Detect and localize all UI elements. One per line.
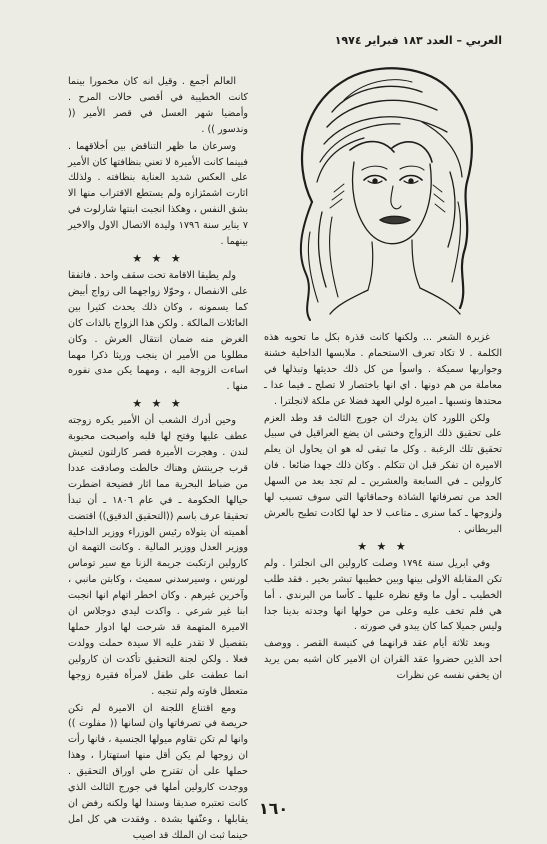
paragraph: ومع اقتناع اللجنة ان الاميرة لم تكن حريصة في تصرفاتها وان لسانها (( مفلوت )) وانها لم تكن تقاوم ميولها الجنسية ، فانها رأت ان زوجها لم يكن أقل منها استهتارا ، وهذا حملها على أن تقترح طي اوراق التحقيق . ووجدت كارولين أملها في جورج الثالث الذي كانت تعتبره صديقا وسندا لها ولكنه رفض ان يقابلها ، وعنّفها بشدة . وفقدت هي كل امل حينما ثبت ان الملك قد اصيب: [68, 702, 248, 841]
running-head: العربي – العدد ١٨٣ فبراير ١٩٧٤: [334, 34, 502, 47]
paragraph: غزيرة الشعر ... ولكنها كانت قذرة بكل ما تحويه هذه الكلمة . لا تكاد تعرف الاستحمام . ملابسها الداخلية خشنة وجواربها سميكة . واسوأ من كل ذلك حديثها وتبذلها في معاملة من هم دونها . اي انها باختصار لا تصلح ـ فيما عدا ـ محتدها ونسبها ـ اميرة لولي العهد فضلا عن ملكة لانجلترا .: [264, 332, 502, 407]
paragraph: ولكن اللورد كان يدرك ان جورج الثالث قد وطد العزم على تحقيق ذلك الزواج وخشى ان يضع العراقيل في سبيل تحقيق تلك الرغبة . وكل ما تبقى له هو ان يحاول ان يعلم الاميرة ان تفكر قبل ان تتكلم . وكان ذلك جهدا ضائعا . فان كارولين ـ في السابعة والعشرين ـ لم تجد بعد من السهل الحد من تصرفاتها الشاذة وحماقاتها التي سوف تسبب لها ولزوجها ـ كما سنرى ـ متاعب لا حد لها لكادت تطيح بالعرش البريطاني .: [264, 412, 502, 535]
section-separator: ★ ★ ★: [132, 397, 184, 411]
page-number: ١٦٠: [258, 799, 289, 818]
portrait-illustration: [272, 52, 504, 324]
section-separator: ★ ★ ★: [357, 539, 409, 553]
section-separator: ★ ★ ★: [132, 251, 184, 265]
paragraph: وحين أدرك الشعب أن الأمير يكره زوجته عطف عليها وفتح لها قلبه واصبحت محبوبة لندن . وهجرت الأميرة قصر كارلتون لتعيش قرب جرينتش وهناك خالطت وصادقت عددا من ضباط البحرية مما اثار فضيحة اضطرت حيالها الحكومة ـ في عام ١٨٠٦ ـ أن تبدأ تحقيقا عرف باسم ((التحقيق الدقيق)) اقتضت أهميته أن يتولاه رئيس الوزراء ووزير الداخلية ووزير العدل ووزير المالية . وكانت التهمة ان كارولين ارتكبت جريمة الزنا مع سير توماس لورنس ، وسيرسدني سميث ، وكابتن مانبي ، وآخرين غيرهم . وكان اخطر اتهام انها انجبت ابنا غير شرعي . واكدت ليدي دوجلاس ان الاميرة المتهمة قد شرحت لها ادوار حملها بتفصيل لا تقدر عليه الا سيدة حملت وولدت فعلا . ولكن لجنة التحقيق تأكدت ان كارولين انما عطفت على طفل لامرأة فقيرة زوجها متعطل فاوته ولم تنجبه .: [67, 415, 248, 697]
paragraph: ولم يطيقا الاقامة تحت سقف واحد . فاتفقا على الانفصال ، وحوّلا زواجهما الى زواج أبيض كما يسمونه ، وكان ذلك يحدث كثيرا بين العائلات المالكة . ولكن هذا الزواج بالذات كان الغرض منه ضمان انتقال العرش . وكان مطلوبا من الأمير ان ينجب وريثا ذكرا مهما اساءت الزوجة اليه ، ومهما يكن مدى نفوره منها .: [68, 269, 248, 393]
paragraph: وبعد ثلاثة أيام عقد قرانهما في كنيسة القصر . ووصف احد الذين حضروا عقد القران ان الامير كان اشبه بمن يريد ان يخفي نفسه عن نظرات: [264, 638, 502, 682]
left-text-column: [67, 74, 248, 841]
right-text-column: [264, 330, 502, 820]
paragraph: وسرعان ما ظهر التناقض بين أخلاقهما . فبينما كانت الأميرة لا تعني بنظافتها كان الأمير على العكس شديد العناية بنظافته . ولذلك اثارت اشمئزازه ولم يستطع الاقتراب منها الا بشق النفس ، وهكذا انجبت ابنتها شارلوت في ٧ يناير سنة ١٧٩٦ وليدة الاتصال الاول والاخير بينهما .: [67, 140, 248, 248]
paragraph: العالم أجمع . وقيل انه كان مخمورا بينما كانت الخطيبة في أقصى حالات المرح . وأمضيا شهر العسل في قصر الأمير (( وندسور )) .: [68, 76, 248, 135]
paragraph: وفي ابريل سنة ١٧٩٤ وصلت كارولين الى انجلترا . ولم تكن المقابلة الاولى بينها وبين خطيبها تبشر بخير . فقد طلب الخطيب ـ أول ما وقع نظره عليها ـ كأسا من البرندي . أما هي فلم تخف عليه وعلى من حولها انها وجدته بدينا جدا وليس جميلا كما كان يبدو في صورته .: [264, 557, 502, 633]
